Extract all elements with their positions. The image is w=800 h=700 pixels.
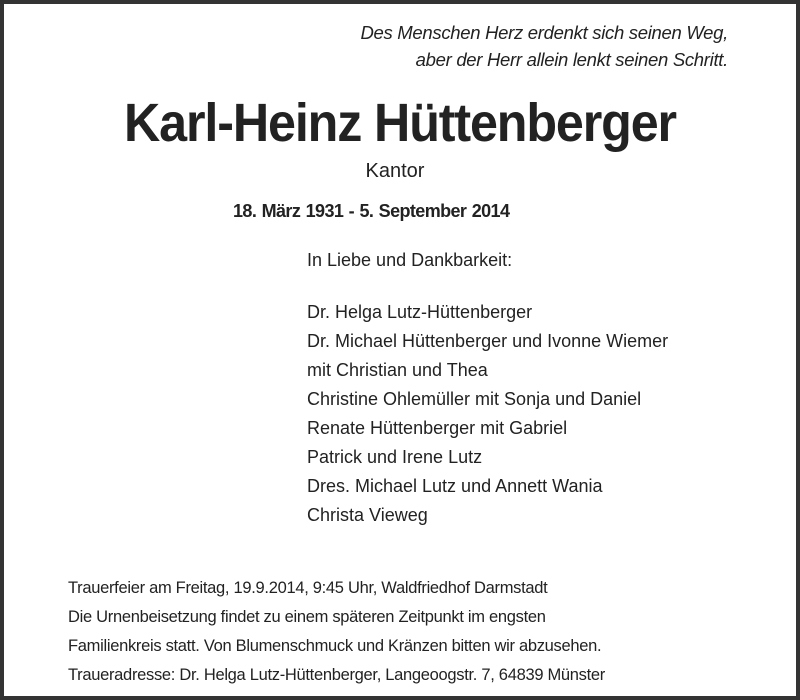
mourners-list — [307, 298, 668, 530]
mourner-name: Patrick und Irene Lutz — [307, 447, 483, 467]
urn-burial-info: Die Urnenbeisetzung findet zu einem späteren Zeitpunkt im engsten — [68, 608, 546, 626]
mourner-name: Christa Vieweg — [307, 505, 428, 525]
mourner-name: Dr. Michael Hüttenberger und Ivonne Wiemer — [307, 331, 669, 351]
flowers-note: Familienkreis statt. Von Blumenschmuck und Kränzen bitten wir abzusehen. — [68, 637, 602, 655]
deceased-title: Kantor — [365, 160, 425, 182]
funeral-details — [68, 574, 605, 690]
quote-line-1: Des Menschen Herz erdenkt sich seinen Weg, — [360, 22, 728, 43]
mourner-name: Christine Ohlemüller mit Sonja und Daniel — [307, 389, 642, 409]
mourners-intro: In Liebe und Dankbarkeit: — [307, 250, 513, 270]
deceased-name: Karl-Heinz Hüttenberger — [124, 93, 676, 153]
mourner-name: Dres. Michael Lutz und Annett Wania — [307, 476, 603, 496]
mourner-name: Renate Hüttenberger mit Gabriel — [307, 418, 568, 438]
mourner-name: Dr. Helga Lutz-Hüttenberger — [307, 302, 533, 322]
quote-line-2: aber der Herr allein lenkt seinen Schritt. — [415, 49, 728, 70]
funeral-service-info: Trauerfeier am Freitag, 19.9.2014, 9:45 Uhr, Waldfriedhof Darmstadt — [68, 579, 548, 597]
life-dates: 18. März 1931 - 5. September 2014 — [233, 201, 510, 221]
mourner-name: mit Christian und Thea — [307, 360, 488, 380]
condolence-address: Traueradresse: Dr. Helga Lutz-Hüttenberger, Langeoogstr. 7, 64839 Münster — [68, 666, 605, 684]
